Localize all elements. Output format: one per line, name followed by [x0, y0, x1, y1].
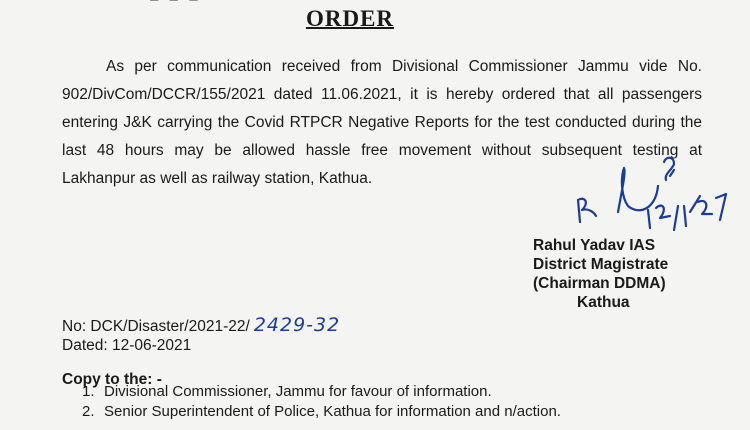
reference-number: No: DCK/Disaster/2021-22/ [62, 318, 250, 335]
signatory-designation: District Magistrate [533, 256, 669, 273]
page-title: ORDER [305, 6, 395, 31]
signatory-name: Rahul Yadav IAS [533, 237, 656, 254]
copy-to-heading: Copy to the: - [62, 371, 162, 388]
order-paragraph: As per communication received from Divisional Commissioner Jammu vide No. 902/DivCom/DCCR/155/2021 dated 11.06.2021, it is hereby ordered that all passengers entering J&K carrying the Covid RTPCR Negative Reports for the test conducted during the last 48 hours may be allowed hassle free movement without subsequent testing at Lakhanpur as well as railway station, Kathua. [62, 58, 702, 187]
list-item: 1. Divisional Commissioner, Jammu for favour of information. [82, 383, 492, 400]
handwritten-dispatch-number: 2429-32 [253, 314, 341, 336]
reference-number-line [62, 316, 340, 336]
list-item: 2. Senior Superintendent of Police, Kathua for information and n/action. [82, 403, 561, 420]
signatory-block [533, 236, 668, 312]
reference-block [62, 316, 340, 355]
copy-to-list [82, 382, 722, 422]
signatory-place: Kathua [577, 294, 630, 311]
handwritten-signature [570, 150, 735, 235]
signatory-role: (Chairman DDMA) [533, 275, 666, 292]
reference-date: Dated: 12-06-2021 [62, 337, 192, 354]
